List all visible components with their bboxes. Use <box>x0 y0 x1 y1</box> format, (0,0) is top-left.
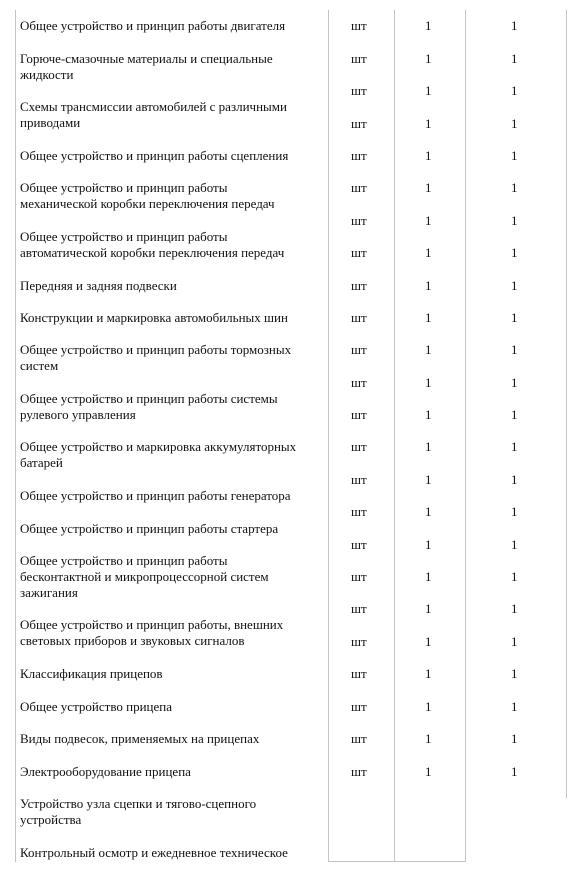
topic-item: Схемы трансмиссии автомобилей с различными приводами <box>20 99 287 130</box>
topic-item: Электрооборудование прицепа <box>20 764 191 779</box>
qty-cell: 1 <box>511 213 518 228</box>
qty-cell: 1 <box>511 278 518 293</box>
topic-item: Общее устройство и принцип работы двигателя <box>20 18 286 33</box>
qty-cell: 1 <box>425 699 432 714</box>
unit-cell: шт <box>351 601 367 616</box>
unit-cell: шт <box>351 116 367 131</box>
topic-item: Общее устройство прицепа <box>20 699 172 714</box>
topic-item: Контрольный осмотр и ежедневное техническое <box>20 845 288 860</box>
qty-cell: 1 <box>425 601 432 616</box>
topic-item: Классификация прицепов <box>20 666 163 681</box>
unit-cell: шт <box>351 569 367 584</box>
unit-cell: шт <box>351 83 367 98</box>
qty-cell: 1 <box>425 634 432 649</box>
qty-cell: 1 <box>511 601 518 616</box>
qty-cell: 1 <box>511 731 518 746</box>
unit-cell: шт <box>351 375 367 390</box>
qty-cell: 1 <box>425 439 432 454</box>
qty-cell: 1 <box>425 83 432 98</box>
qty-cell: 1 <box>511 537 518 552</box>
qty-cell: 1 <box>511 375 518 390</box>
qty-cell: 1 <box>511 83 518 98</box>
qty-cell: 1 <box>425 310 432 325</box>
topic-item: Общее устройство и принцип работы автоматической коробки переключения передач <box>20 229 285 260</box>
qty-cell: 1 <box>425 537 432 552</box>
qty-cell: 1 <box>511 342 518 357</box>
unit-cell: шт <box>351 180 367 195</box>
unit-cell: шт <box>351 699 367 714</box>
unit-cell: шт <box>351 278 367 293</box>
qty-cell: 1 <box>425 213 432 228</box>
topic-item: Общее устройство и принцип работы тормозных систем <box>20 342 292 373</box>
unit-cell: шт <box>351 148 367 163</box>
topic-item: Общее устройство и маркировка аккумуляторных батарей <box>20 439 297 470</box>
unit-cell: шт <box>351 245 367 260</box>
qty-cell: 1 <box>425 407 432 422</box>
topic-item: Общее устройство и принцип работы бесконтактной и микропроцессорной систем зажигания <box>20 553 269 600</box>
qty-cell: 1 <box>425 342 432 357</box>
qty-cell: 1 <box>425 731 432 746</box>
column-divider-qty2 <box>465 10 466 862</box>
unit-cell: шт <box>351 51 367 66</box>
qty-cell: 1 <box>425 180 432 195</box>
qty-cell: 1 <box>511 699 518 714</box>
unit-cell: шт <box>351 407 367 422</box>
qty-cell: 1 <box>425 375 432 390</box>
topic-item: Передняя и задняя подвески <box>20 278 177 293</box>
qty-cell: 1 <box>425 504 432 519</box>
qty-cell: 1 <box>425 148 432 163</box>
unit-cell: шт <box>351 504 367 519</box>
qty-cell: 1 <box>511 764 518 779</box>
qty-cell: 1 <box>425 18 432 33</box>
topic-item: Общее устройство и принцип работы системы рулевого управления <box>20 391 278 422</box>
topic-item: Общее устройство и принцип работы генератора <box>20 488 291 503</box>
qty-cell: 1 <box>511 569 518 584</box>
qty-cell: 1 <box>511 148 518 163</box>
table-border-left <box>15 10 16 862</box>
table-border-right <box>566 10 567 798</box>
unit-cell: шт <box>351 537 367 552</box>
qty-cell: 1 <box>511 504 518 519</box>
qty-cell: 1 <box>425 569 432 584</box>
topic-item: Виды подвесок, применяемых на прицепах <box>20 731 260 746</box>
table-bottom-rule <box>328 861 466 862</box>
qty-cell: 1 <box>511 407 518 422</box>
qty-cell: 1 <box>425 51 432 66</box>
qty-cell: 1 <box>511 439 518 454</box>
qty-cell: 1 <box>511 245 518 260</box>
topic-item: Общее устройство и принцип работы стартера <box>20 521 279 536</box>
topic-item: Общее устройство и принцип работы, внешних световых приборов и звуковых сигналов <box>20 617 284 648</box>
qty-cell: 1 <box>425 764 432 779</box>
unit-cell: шт <box>351 764 367 779</box>
qty-cell: 1 <box>511 310 518 325</box>
qty-cell: 1 <box>511 18 518 33</box>
qty-cell: 1 <box>511 472 518 487</box>
qty-cell: 1 <box>511 180 518 195</box>
qty-cell: 1 <box>511 116 518 131</box>
qty-cell: 1 <box>425 472 432 487</box>
topic-item: Конструкции и маркировка автомобильных шин <box>20 310 288 325</box>
qty-cell: 1 <box>511 666 518 681</box>
unit-cell: шт <box>351 472 367 487</box>
topic-item: Общее устройство и принцип работы механической коробки переключения передач <box>20 180 275 211</box>
column-divider-unit <box>328 10 329 862</box>
unit-cell: шт <box>351 18 367 33</box>
unit-cell: шт <box>351 342 367 357</box>
topic-item: Общее устройство и принцип работы сцепления <box>20 148 289 163</box>
unit-cell: шт <box>351 666 367 681</box>
qty-cell: 1 <box>425 116 432 131</box>
unit-cell: шт <box>351 731 367 746</box>
qty-cell: 1 <box>511 51 518 66</box>
column-divider-qty1 <box>394 10 395 862</box>
topic-item: Устройство узла сцепки и тягово-сцепного устройства <box>20 796 257 827</box>
qty-cell: 1 <box>425 245 432 260</box>
qty-cell: 1 <box>425 666 432 681</box>
qty-cell: 1 <box>425 278 432 293</box>
unit-cell: шт <box>351 634 367 649</box>
unit-cell: шт <box>351 310 367 325</box>
topic-item: Горюче-смазочные материалы и специальные жидкости <box>20 51 273 82</box>
qty-cell: 1 <box>511 634 518 649</box>
unit-cell: шт <box>351 213 367 228</box>
unit-cell: шт <box>351 439 367 454</box>
